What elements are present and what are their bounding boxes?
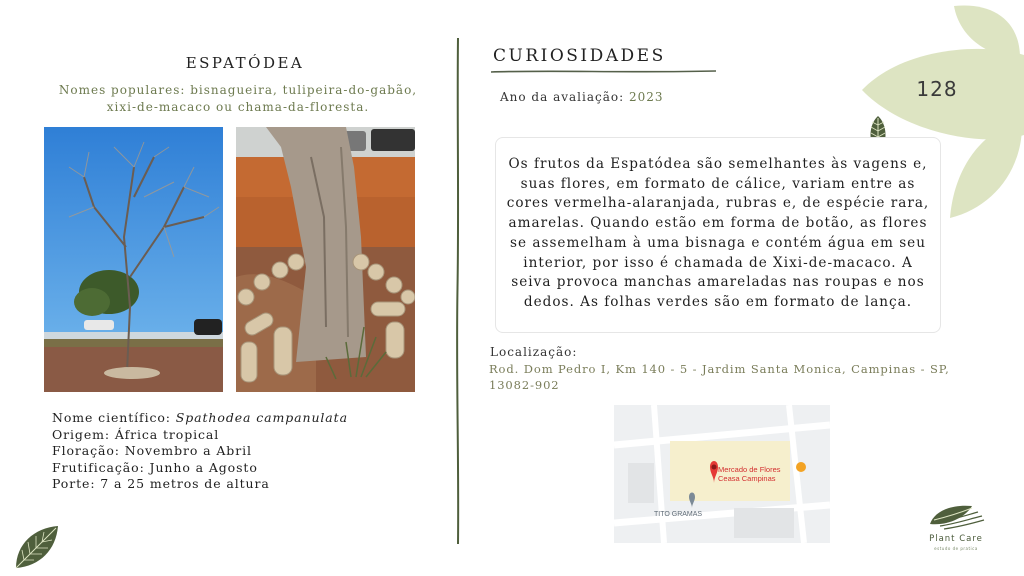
- map-place-line2: Ceasa Campinas: [718, 474, 776, 483]
- scientific-name: [52, 410, 348, 427]
- map-secondary-label: TITO GRAMAS: [654, 511, 703, 518]
- species-title: ESPATÓDEA: [185, 54, 305, 72]
- title-underline: [491, 68, 716, 76]
- location-address-line1: Rod. Dom Pedro I, Km 140 - 5 - Jardim Santa Monica, Campinas - SP,: [489, 362, 950, 376]
- tree-photo: [44, 127, 223, 392]
- leaf-icon: [12, 522, 60, 572]
- popular-names-line2: xixi-de-macaco ou chama-da-floresta.: [106, 100, 370, 114]
- popular-names: [46, 82, 430, 116]
- location-map[interactable]: [614, 405, 830, 543]
- size: Porte: 7 a 25 metros de altura: [52, 476, 270, 492]
- curiosities-title: CURIOSIDADES: [493, 46, 666, 66]
- location-label: Localização:: [490, 345, 578, 359]
- trunk-photo: [236, 127, 415, 392]
- popular-names-line1: Nomes populares: bisnagueira, tulipeira-do-gabão,: [58, 83, 418, 97]
- origin: Origem: África tropical: [52, 426, 220, 442]
- column-divider: [452, 38, 464, 544]
- location-address-line2: 13082-902: [489, 378, 560, 392]
- evaluation-year: [500, 90, 664, 104]
- curiosities-text: Os frutos da Espatódea são semelhantes às vagens e, suas flores, em formato de cálice, variam entre as cores vermelha-alaranjada, rubras e, de espécie rara, amarelas. Quando estão em forma de botão, as flores se assemelham à uma bisnaga e contém água em seu interior, por isso é chamada de Xixi-de-macaco. A seiva provoca manchas amareladas nas roupas e nos dedos. As folhas verdes são em formato de lança.: [495, 137, 941, 333]
- page-number: 128: [916, 77, 958, 101]
- evaluation-year-label: Ano da avaliação:: [500, 90, 625, 104]
- map-place-line1: Mercado de Flores: [718, 465, 781, 474]
- location-address: [489, 361, 959, 393]
- evaluation-year-value: 2023: [628, 90, 664, 104]
- scientific-name-value: Spathodea campanulata: [175, 410, 348, 425]
- logo-tagline: estudo de pratica: [934, 546, 978, 551]
- scientific-name-label: Nome científico:: [52, 410, 176, 425]
- logo-name: Plant Care: [929, 534, 983, 544]
- fruiting: Frutificação: Junho a Agosto: [52, 459, 258, 475]
- species-facts: [52, 410, 348, 493]
- flowering: Floração: Novembro a Abril: [52, 443, 252, 459]
